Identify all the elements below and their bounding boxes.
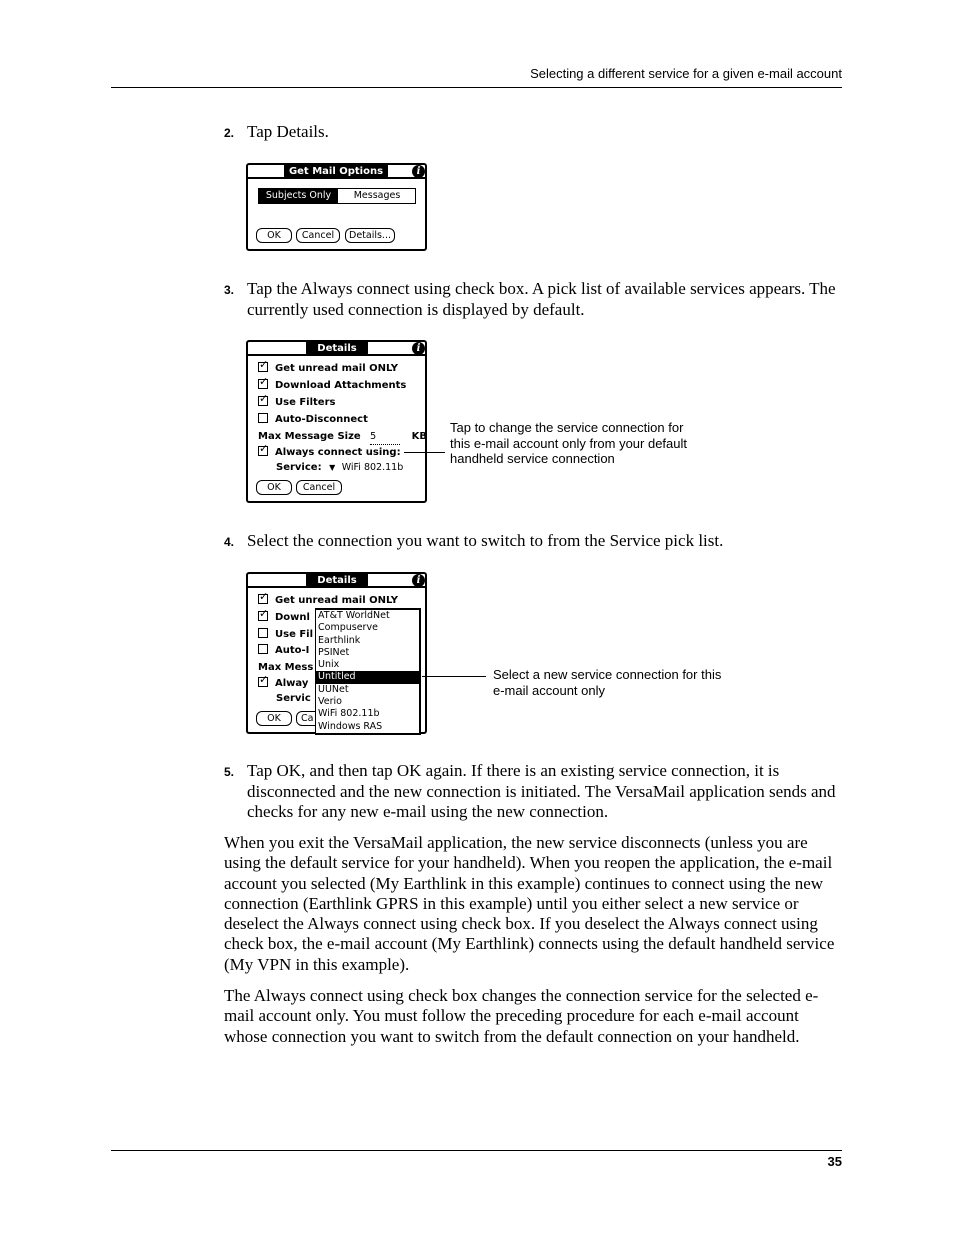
- max-message-size-row: Max Message Size 5 KB: [258, 430, 427, 444]
- picklist-item[interactable]: Unix: [318, 659, 340, 671]
- picklist-item[interactable]: Compuserve: [318, 622, 378, 634]
- max-size-input[interactable]: 5: [370, 430, 400, 445]
- picklist-item[interactable]: Windows RAS: [318, 720, 383, 732]
- step-text: Tap Details.: [247, 122, 329, 141]
- footer-rule: [111, 1150, 842, 1151]
- checkbox-unchecked-icon: [258, 644, 268, 654]
- always-connect-checkbox[interactable]: ✓Always connect using:: [258, 446, 401, 460]
- get-unread-checkbox[interactable]: ✓Get unread mail ONLY: [258, 362, 398, 376]
- step-text: Tap OK, and then tap OK again. If there is an existing service connection, it is disconnected and the new connection is initiated. The VersaMail application sends and checks for any new e-mail using the new connection.: [247, 761, 836, 821]
- step-text: Tap the Always connect using check box. A pick list of available services appears. The currently used connection is displayed by default.: [247, 279, 836, 319]
- callout-text: Select a new service connection for this e-mail account only: [493, 667, 722, 698]
- checkbox-checked-icon: [258, 677, 268, 687]
- details-dialog-picklist: [246, 572, 427, 734]
- service-picker[interactable]: Service: ▼ WiFi 802.11b: [276, 462, 404, 473]
- checkbox-checked-icon: [258, 379, 268, 389]
- running-header: [111, 62, 842, 88]
- cancel-button[interactable]: Cancel: [296, 228, 340, 243]
- picklist-item[interactable]: Untitled: [316, 671, 419, 683]
- service-pick-list[interactable]: [315, 608, 421, 735]
- max-message-size-row: Max Mess: [258, 662, 314, 673]
- info-icon[interactable]: i: [412, 574, 425, 587]
- callout-text: Tap to change the service connection for this e-mail account only from your default handheld service connection: [450, 420, 687, 466]
- use-filters-checkbox[interactable]: ✓Use Filters: [258, 396, 335, 410]
- ok-button[interactable]: OK: [256, 228, 292, 243]
- body-paragraph: When you exit the VersaMail application, the new service disconnects (unless you are using the default service for your handheld). When you reopen the application, the e-mail account you selected (My Earthlink in this example) continues to connect using the new connection (Earthlink GPRS in this example) until you either select a new service or deselect the Always connect using check box. If you deselect the Always connect using check box, the e-mail account (My Earthlink) connects using the default handheld service (My VPN in this example).: [224, 833, 835, 974]
- cancel-button[interactable]: Ca: [296, 711, 322, 726]
- step-2: [224, 122, 844, 143]
- mode-segmented-control: [258, 188, 416, 204]
- checkbox-checked-icon: [258, 611, 268, 621]
- step-text: Select the connection you want to switch to from the Service pick list.: [247, 531, 724, 550]
- dialog-title: Details: [306, 342, 368, 356]
- segment-subjects-only[interactable]: Subjects Only: [259, 189, 338, 203]
- step-number: 3.: [224, 283, 235, 297]
- body-paragraph: The Always connect using check box changes the connection service for the selected e-mail account only. You must follow the preceding procedure for each e-mail account whose connection you want to switch from the default connection on your handheld.: [224, 986, 819, 1046]
- dialog-title: Details: [306, 574, 368, 588]
- picklist-item[interactable]: AT&T WorldNet: [318, 610, 390, 621]
- step-4: [224, 531, 844, 552]
- checkbox-checked-icon: [258, 396, 268, 406]
- details-dialog: [246, 340, 427, 503]
- picklist-item[interactable]: PSINet: [318, 646, 350, 658]
- step-number: 2.: [224, 126, 235, 140]
- checkbox-checked-icon: [258, 594, 268, 604]
- details-button[interactable]: Details...: [345, 228, 395, 243]
- triangle-down-icon: ▼: [329, 463, 336, 472]
- checkbox-checked-icon: [258, 446, 268, 456]
- callout-leader-line: [422, 676, 486, 677]
- step-number: 5.: [224, 765, 235, 779]
- picklist-item[interactable]: UUNet: [318, 683, 349, 695]
- get-unread-checkbox[interactable]: ✓Get unread mail ONLY: [258, 594, 398, 608]
- download-attachments-checkbox[interactable]: ✓Download Attachments: [258, 379, 406, 393]
- checkbox-checked-icon: [258, 362, 268, 372]
- step-5: [224, 761, 844, 823]
- callout-leader-line: [404, 452, 445, 453]
- checkbox-unchecked-icon: [258, 413, 268, 423]
- use-filters-checkbox[interactable]: Use Fil: [258, 628, 313, 642]
- header-title: Selecting a different service for a given e-mail account: [530, 66, 842, 81]
- checkbox-unchecked-icon: [258, 628, 268, 638]
- step-number: 4.: [224, 535, 235, 549]
- download-attachments-checkbox[interactable]: ✓Downl: [258, 611, 310, 625]
- info-icon[interactable]: i: [412, 342, 425, 355]
- always-connect-checkbox[interactable]: ✓Alway: [258, 677, 308, 691]
- cancel-button[interactable]: Cancel: [296, 480, 342, 495]
- service-value: WiFi 802.11b: [341, 462, 404, 473]
- service-picker[interactable]: Servic: [276, 693, 311, 704]
- step-3: [224, 279, 844, 320]
- auto-disconnect-checkbox[interactable]: Auto-I: [258, 644, 309, 658]
- ok-button[interactable]: OK: [256, 480, 292, 495]
- dialog-title: Get Mail Options: [284, 165, 388, 179]
- picklist-item[interactable]: Earthlink: [318, 634, 361, 646]
- ok-button[interactable]: OK: [256, 711, 292, 726]
- picklist-item[interactable]: Verio: [318, 696, 342, 708]
- info-icon[interactable]: i: [412, 165, 425, 178]
- page-number: 35: [827, 1154, 842, 1169]
- auto-disconnect-checkbox[interactable]: Auto-Disconnect: [258, 413, 368, 427]
- get-mail-options-dialog: [246, 163, 427, 251]
- segment-messages[interactable]: Messages: [353, 190, 401, 201]
- picklist-item[interactable]: WiFi 802.11b: [318, 708, 380, 720]
